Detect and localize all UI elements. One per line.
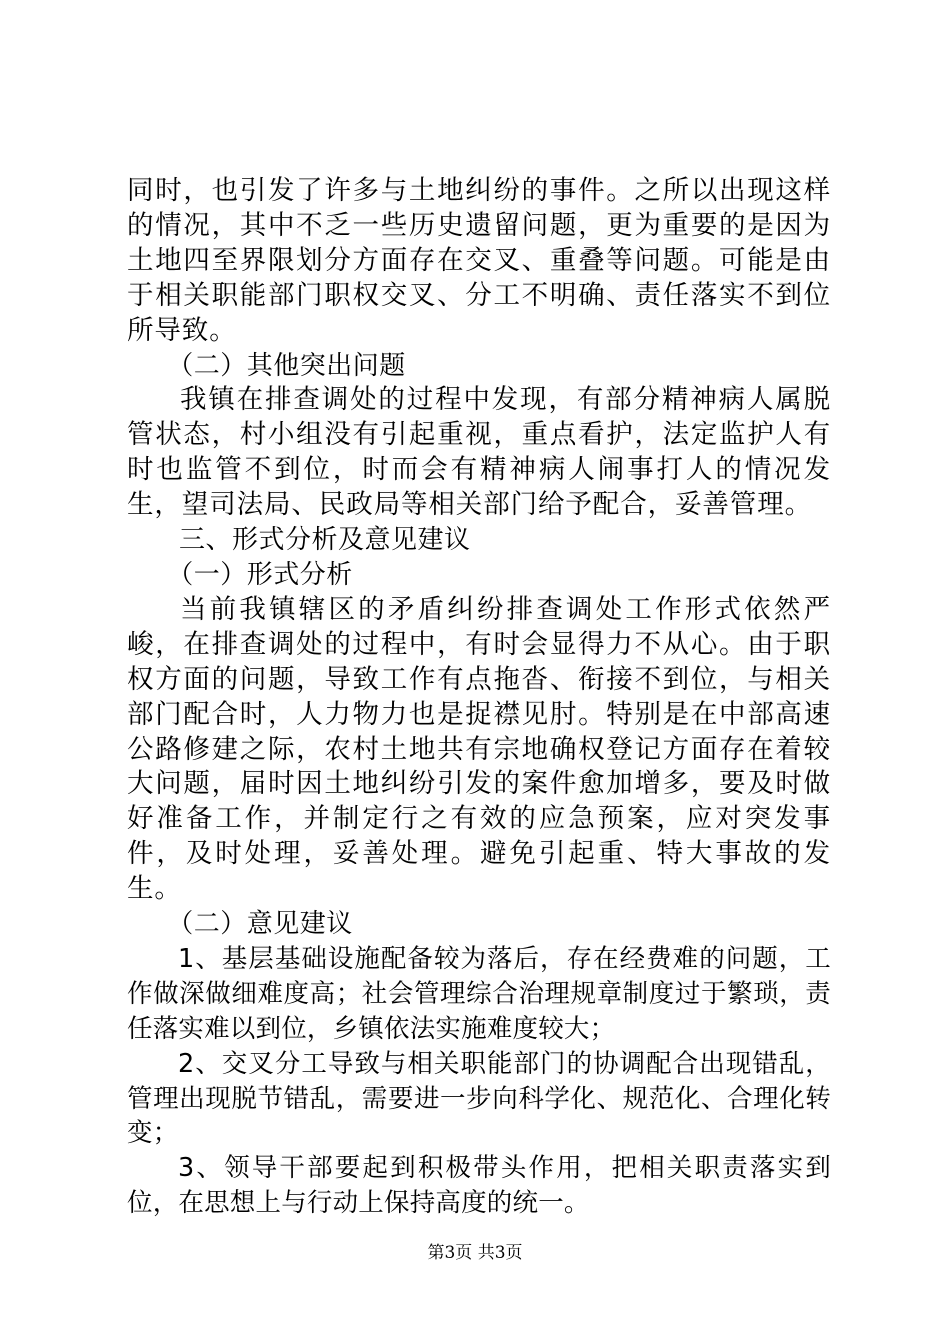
paragraph-situation-analysis: 当前我镇辖区的矛盾纠纷排查调处工作形式依然严峻，在排查调处的过程中，有时会显得力不从心。由于职权方面的问题，导致工作有点拖沓、衔接不到位，与相关部门配合时，人力物力也是捉襟见肘。特别是在中部高速公路修建之际，农村土地共有宗地确权登记方面存在着较大问题，届时因土地纠纷引发的案件愈加增多，要及时做好准备工作，并制定行之有效的应急预案，应对突发事件，及时处理，妥善处理。避免引起重、特大事故的发生。: [127, 593, 831, 905]
paragraph-land-disputes: 同时，也引发了许多与土地纠纷的事件。之所以出现这样的情况，其中不乏一些历史遗留问题，更为重要的是因为土地四至界限划分方面存在交叉、重叠等问题。可能是由于相关职能部门职权交叉、分工不明确、责任落实不到位所导致。: [127, 175, 831, 346]
heading-suggestions: （二）意见建议: [167, 909, 353, 940]
document-body: [127, 174, 831, 1221]
heading-analysis-suggestions: 三、形式分析及意见建议: [179, 525, 471, 556]
suggestion-item-3: 3、领导干部要起到积极带头作用，把相关职责落实到位，在思想上与行动上保持高度的统一。: [127, 1153, 831, 1219]
suggestion-item-1: 1、基层基础设施配备较为落后，存在经费难的问题，工作做深做细难度高；社会管理综合治理规章制度过于繁琐，责任落实难以到位，乡镇依法实施难度较大；: [127, 943, 831, 1044]
paragraph-mental-patients: 我镇在排查调处的过程中发现，有部分精神病人属脱管状态，村小组没有引起重视，重点看护，法定监护人有时也监管不到位，时而会有精神病人闹事打人的情况发生，望司法局、民政局等相关部门给予配合，妥善管理。: [127, 384, 831, 521]
suggestion-item-2: 2、交叉分工导致与相关职能部门的协调配合出现错乱，管理出现脱节错乱，需要进一步向科学化、规范化、合理化转变；: [127, 1048, 831, 1149]
heading-other-issues: （二）其他突出问题: [167, 350, 406, 381]
heading-situation-analysis: （一）形式分析: [167, 559, 353, 590]
page-footer: 第3页 共3页: [427, 1243, 523, 1263]
